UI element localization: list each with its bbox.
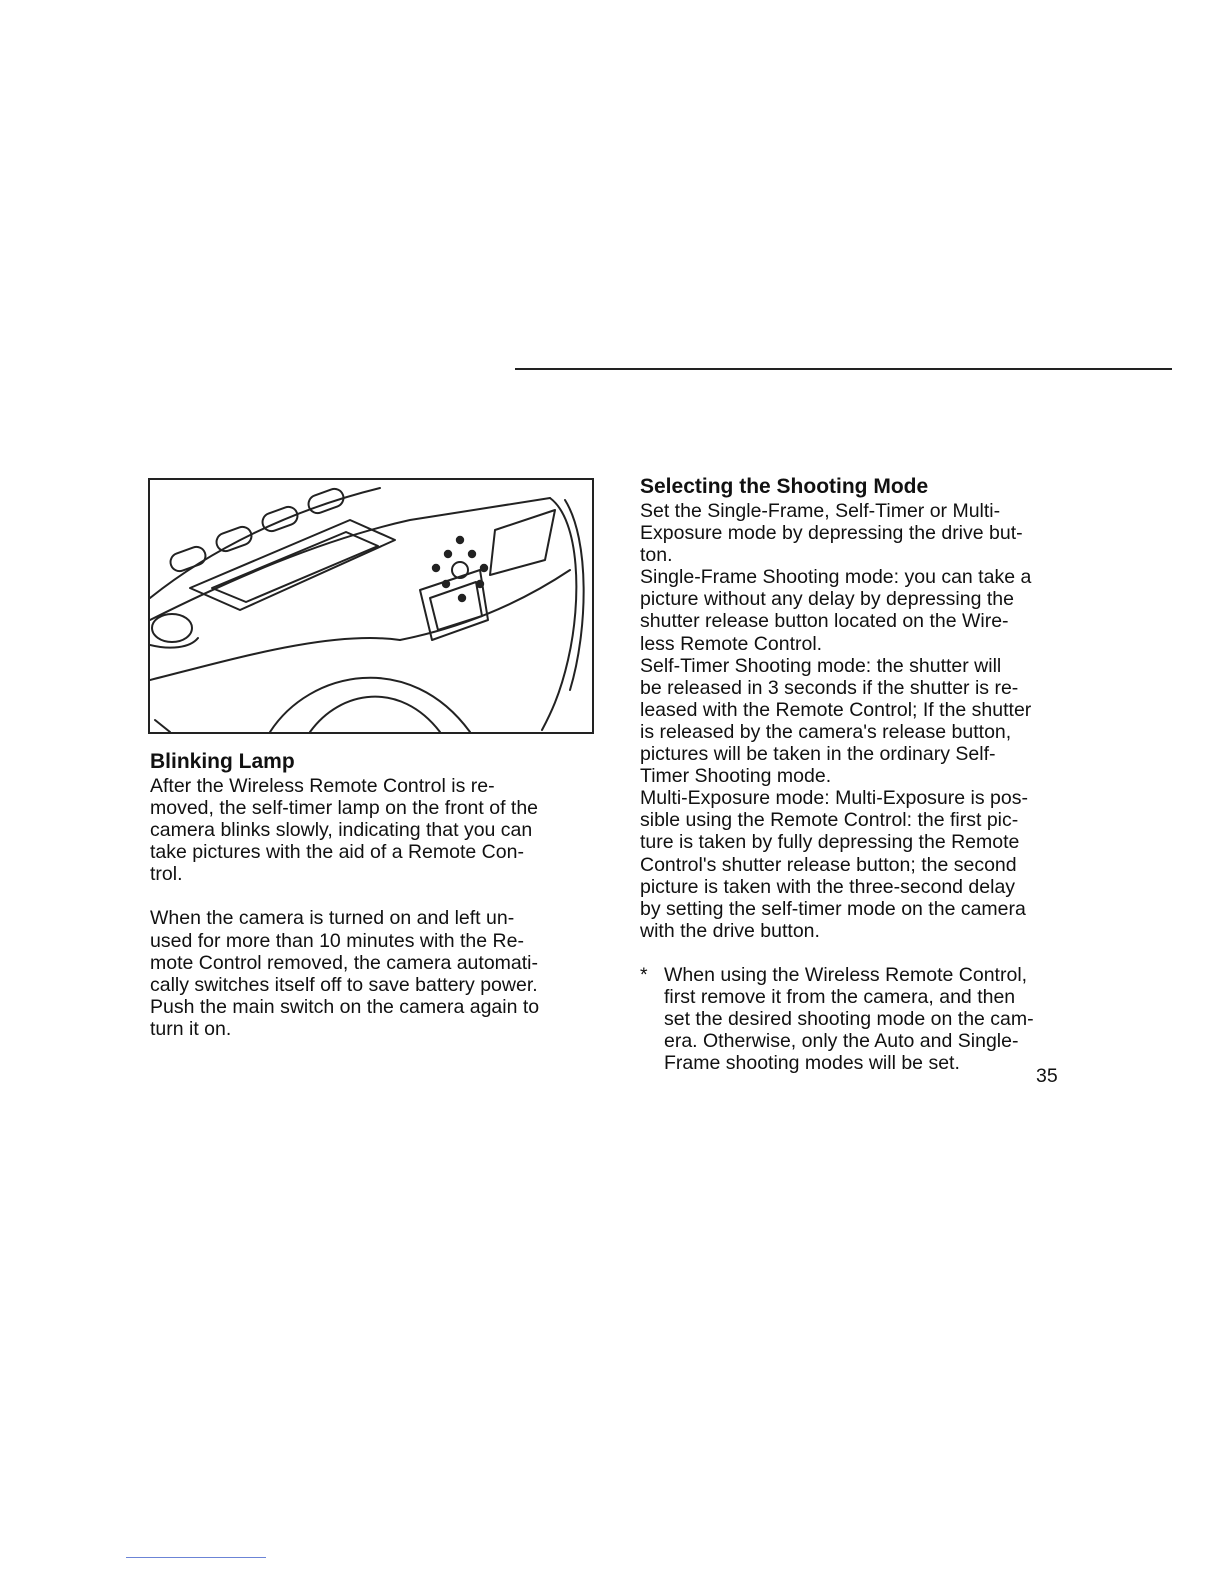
text-line: pictures will be taken in the ordinary Self- — [640, 743, 996, 766]
text-line: picture without any delay by depressing the — [640, 588, 1014, 611]
text-line: Timer Shooting mode. — [640, 765, 832, 788]
text-line: turn it on. — [150, 1017, 232, 1040]
text-line: cally switches itself off to save battery power. — [150, 973, 538, 996]
text-line: be released in 3 seconds if the shutter is re- — [640, 676, 1019, 699]
text-line: When the camera is turned on and left un- — [150, 907, 515, 930]
text-line: Set the Single-Frame, Self-Timer or Multi- — [640, 500, 1001, 522]
text-line: leased with the Remote Control; If the shutter — [640, 698, 1032, 721]
text-line: Self-Timer Shooting mode: the shutter will — [640, 654, 1002, 677]
text-line: trol. — [150, 863, 183, 886]
camera-line-drawing — [150, 480, 592, 732]
text-line: era. Otherwise, only the Auto and Single- — [664, 1030, 1019, 1053]
text-line: used for more than 10 minutes with the Re- — [150, 929, 524, 952]
left-column — [150, 749, 595, 1040]
text-line: shutter release button located on the Wire- — [640, 610, 1009, 633]
text-line: ton. — [640, 544, 673, 567]
camera-illustration — [148, 478, 594, 734]
text-line: sible using the Remote Control: the first pic- — [640, 809, 1019, 832]
text-line: When using the Wireless Remote Control, — [664, 963, 1028, 986]
text-line: Control's shutter release button; the second — [640, 853, 1017, 876]
text-line: mote Control removed, the camera automati- — [150, 951, 539, 974]
section-heading-blinking-lamp: Blinking Lamp — [150, 750, 295, 773]
page-number: 35 — [1036, 1065, 1058, 1087]
text-line: with the drive button. — [640, 919, 820, 942]
text-line: set the desired shooting mode on the cam- — [664, 1008, 1034, 1031]
footer-rule — [126, 1557, 266, 1558]
blinking-lamp-paragraph-2 — [150, 907, 595, 1040]
text-line: Frame shooting modes will be set. — [664, 1052, 960, 1075]
text-line: first remove it from the camera, and then — [664, 985, 1016, 1008]
text-line: take pictures with the aid of a Remote Con- — [150, 841, 524, 864]
shooting-mode-body — [640, 500, 1084, 942]
header-rule — [515, 368, 1172, 370]
text-line: ture is taken by fully depressing the Remote — [640, 831, 1020, 854]
note-asterisk: * — [640, 963, 648, 986]
text-line: is released by the camera's release button, — [640, 720, 1012, 743]
text-line: Single-Frame Shooting mode: you can take a — [640, 566, 1032, 589]
blinking-lamp-paragraph-1 — [150, 775, 595, 885]
text-line: After the Wireless Remote Control is re- — [150, 775, 495, 797]
remote-control-note — [640, 964, 1084, 1074]
section-heading-shooting-mode: Selecting the Shooting Mode — [640, 475, 929, 498]
text-line: moved, the self-timer lamp on the front of the — [150, 797, 539, 820]
text-line: by setting the self-timer mode on the camera — [640, 897, 1026, 920]
text-line: Multi-Exposure mode: Multi-Exposure is pos- — [640, 787, 1028, 810]
right-column — [640, 474, 1084, 1074]
text-line: picture is taken with the three-second delay — [640, 875, 1016, 898]
text-line: Push the main switch on the camera again to — [150, 995, 540, 1018]
text-line: less Remote Control. — [640, 632, 823, 655]
text-line: camera blinks slowly, indicating that you can — [150, 819, 533, 842]
text-line: Exposure mode by depressing the drive but- — [640, 522, 1023, 545]
